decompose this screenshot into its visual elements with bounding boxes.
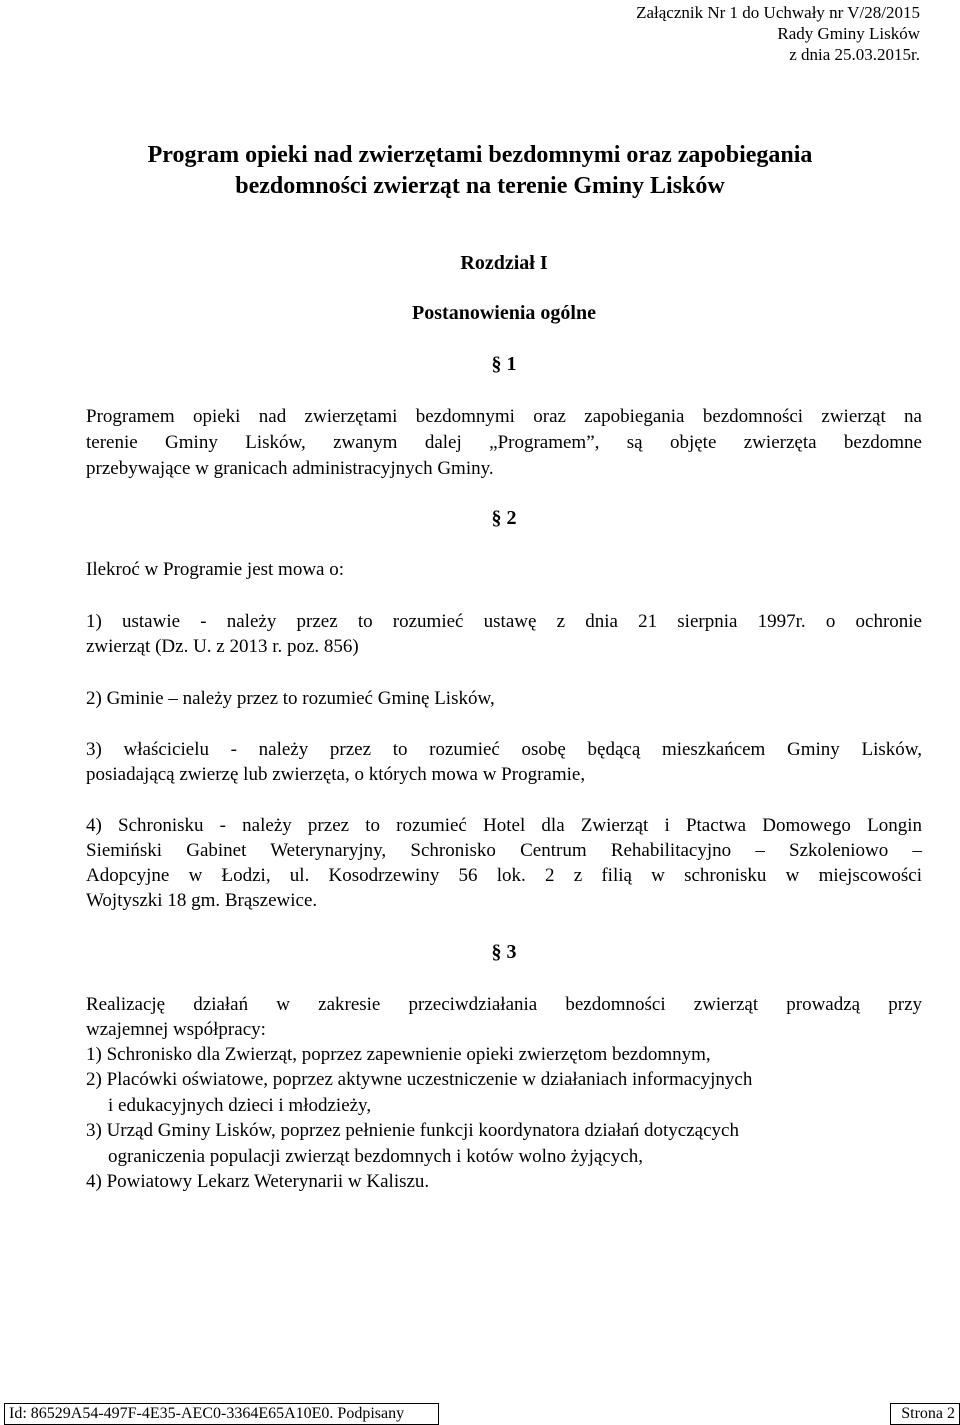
definition-line: 2) Gminie – należy przez to rozumieć Gminę Lisków, xyxy=(86,688,495,709)
paragraph-line: Programem opieki nad zwierzętami bezdomnymi oraz zapobiegania bezdomności zwierząt na xyxy=(86,406,922,427)
definition-item xyxy=(86,686,922,711)
cooperation-item-text: 3) Urząd Gminy Lisków, poprzez pełnienie funkcji koordynatora działań dotyczących xyxy=(86,1120,739,1141)
definition-item xyxy=(86,888,922,913)
section-1-paragraph xyxy=(86,430,922,455)
paragraph-line: Realizację działań w zakresie przeciwdziałania bezdomności zwierząt prowadzą przy xyxy=(86,994,922,1015)
page-footer xyxy=(0,1402,960,1424)
cooperation-item xyxy=(86,1118,922,1169)
document-title xyxy=(0,140,960,202)
definition-line: posiadającą zwierzę lub zwierzęta, o których mowa w Programie, xyxy=(86,764,586,785)
section-heading: § 3 xyxy=(491,941,517,963)
section-1-paragraph xyxy=(86,456,922,481)
cooperation-intro xyxy=(86,1017,922,1042)
cooperation-item xyxy=(86,1067,922,1118)
definition-line: 1) ustawie - należy przez to rozumieć ustawę z dnia 21 sierpnia 1997r. o ochronie xyxy=(86,611,922,632)
document-title-line: Program opieki nad zwierzętami bezdomnymi oraz zapobiegania xyxy=(147,142,813,168)
definition-line: Adopcyjne w Łodzi, ul. Kosodrzewiny 56 lok. 2 z filią w schronisku w miejscowości xyxy=(86,865,922,886)
cooperation-item xyxy=(86,1169,922,1195)
definition-line: Wojtyszki 18 gm. Brąszewice. xyxy=(86,890,318,911)
paragraph-line: terenie Gminy Lisków, zwanym dalej „Programem”, są objęte zwierzęta bezdomne xyxy=(86,432,922,453)
definition-line: 4) Schronisku - należy przez to rozumieć Hotel dla Zwierząt i Ptactwa Domowego Longin xyxy=(86,815,922,836)
document-title-line: bezdomności zwierząt na terenie Gminy Lisków xyxy=(235,173,725,199)
attachment-note xyxy=(636,2,920,65)
cooperation-item-text: 1) Schronisko dla Zwierząt, poprzez zapewnienie opieki zwierzętom bezdomnym, xyxy=(86,1044,711,1065)
definition-line: 3) właścicielu - należy przez to rozumieć osobę będącą mieszkańcem Gminy Lisków, xyxy=(86,739,922,760)
definition-item xyxy=(86,813,922,838)
cooperation-item-text: 4) Powiatowy Lekarz Weterynarii w Kaliszu. xyxy=(86,1171,430,1192)
cooperation-intro xyxy=(86,992,922,1017)
cooperation-item xyxy=(86,1042,922,1068)
definition-item xyxy=(86,634,922,659)
definition-line: Siemiński Gabinet Weterynaryjny, Schronisko Centrum Rehabilitacyjno – Szkoleniowo – xyxy=(86,840,922,861)
definition-item xyxy=(86,762,922,787)
definition-item xyxy=(86,838,922,863)
chapter-name: Postanowienia ogólne xyxy=(412,302,596,324)
page-number: Strona 2 xyxy=(890,1403,960,1425)
cooperation-item-continuation: i edukacyjnych dzieci i młodzieży, xyxy=(108,1094,372,1116)
definition-item xyxy=(86,863,922,888)
definition-item xyxy=(86,737,922,762)
section-heading: § 1 xyxy=(491,353,517,375)
cooperation-item-continuation: ograniczenia populacji zwierząt bezdomnych i kotów wolno żyjących, xyxy=(108,1145,643,1167)
definition-line: zwierząt (Dz. U. z 2013 r. poz. 856) xyxy=(86,636,359,657)
attachment-note-line: Załącznik Nr 1 do Uchwały nr V/28/2015 xyxy=(636,3,920,22)
paragraph-line: wzajemnej współpracy: xyxy=(86,1019,266,1040)
paragraph-line: przebywające w granicach administracyjnych Gminy. xyxy=(86,458,494,479)
section-1-paragraph xyxy=(86,404,922,429)
definitions-intro: Ilekroć w Programie jest mowa o: xyxy=(86,559,345,580)
chapter-label: Rozdział I xyxy=(460,252,548,274)
document-id: Id: 86529A54-497F-4E35-AEC0-3364E65A10E0. Podpisany xyxy=(4,1403,439,1425)
section-heading: § 2 xyxy=(491,507,517,529)
attachment-note-line: z dnia 25.03.2015r. xyxy=(789,45,920,64)
cooperation-item-text: 2) Placówki oświatowe, poprzez aktywne uczestniczenie w działaniach informacyjnych xyxy=(86,1069,753,1090)
definition-item xyxy=(86,609,922,634)
attachment-note-line: Rady Gminy Lisków xyxy=(777,24,920,43)
